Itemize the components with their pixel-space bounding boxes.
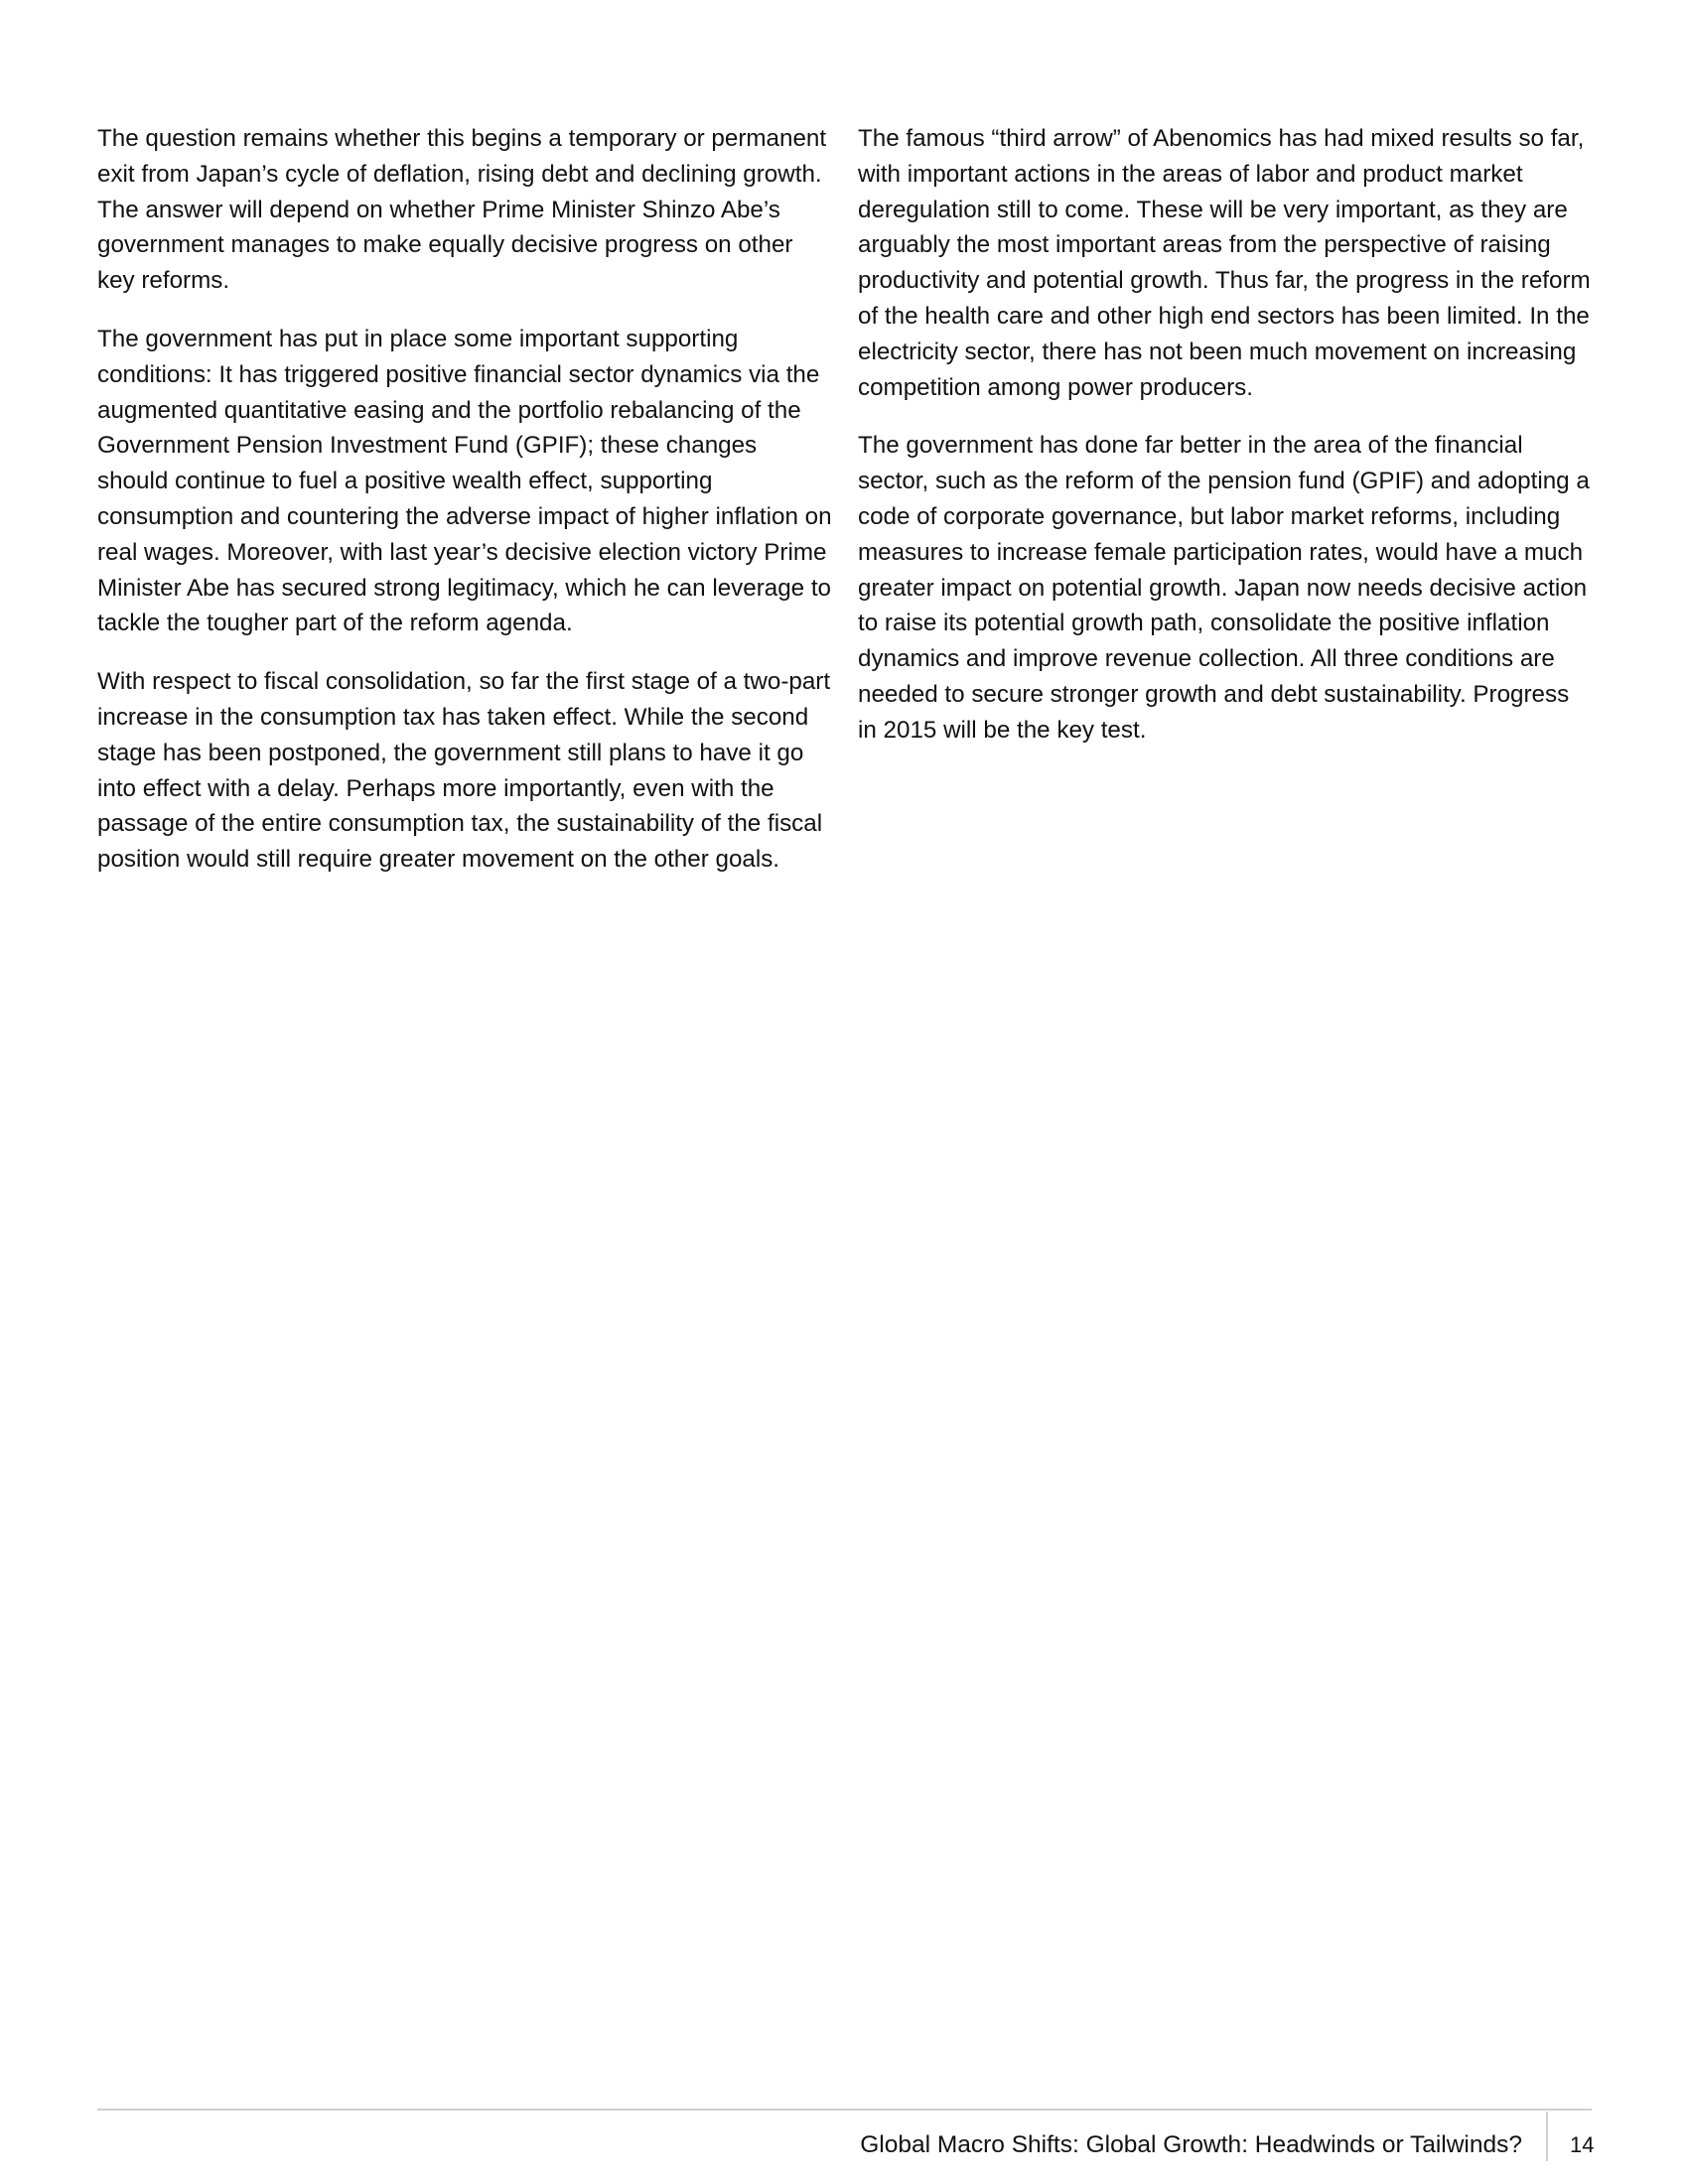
right-text-column (858, 121, 1593, 771)
paragraph-third-arrow: The famous “third arrow” of Abenomics has had mixed results so far, with important actions in the areas of labor and product market deregulation still to come. These will be very important, as they are arguably the most important areas from the perspective of raising productivity and potential growth. Thus far, the progress in the reform of the health care and other high end sectors has been limited. In the electricity sector, there has not been much movement on increasing competition among power producers. (858, 125, 1591, 401)
left-text-column (97, 121, 832, 900)
footer-separator (1546, 2112, 1548, 2161)
footer-report-title: Global Macro Shifts: Global Growth: Headwinds or Tailwinds? (860, 2131, 1522, 2158)
page-number: 14 (1570, 2132, 1595, 2157)
paragraph-fiscal-consolidation: With respect to fiscal consolidation, so far the first stage of a two-part increase in the consumption tax has taken effect. While the second stage has been postponed, the government still plans to have it go into effect with a delay. Perhaps more importantly, even with the passage of the entire consumption tax, the sustainability of the fiscal position would still require greater movement on the other goals. (97, 668, 831, 874)
paragraph-deflation-exit: The question remains whether this begins a temporary or permanent exit from Japan’s cycle of deflation, rising debt and declining growth. The answer will depend on whether Prime Minister Shinzo Abe’s government manages to make equally decisive progress on other key reforms. (97, 125, 827, 295)
footer-divider (97, 2109, 1592, 2111)
paragraph-supporting-conditions: The government has put in place some important supporting conditions: It has triggered positive financial sector dynamics via the augmented quantitative easing and the portfolio rebalancing of the Government Pension Investment Fund (GPIF); these changes should continue to fuel a positive wealth effect, supporting consumption and countering the adverse impact of higher inflation on real wages. Moreover, with last year’s decisive election victory Prime Minister Abe has secured strong legitimacy, which he can leverage to tackle the tougher part of the reform agenda. (97, 325, 832, 637)
paragraph-financial-sector: The government has done far better in the area of the financial sector, such as the reform of the pension fund (GPIF) and adopting a code of corporate governance, but labor market reforms, including measures to increase female participation rates, would have a much greater impact on potential growth. Japan now needs decisive action to raise its potential growth path, consolidate the positive inflation dynamics and improve revenue collection. All three conditions are needed to secure stronger growth and debt sustainability. Progress in 2015 will be the key test. (858, 432, 1590, 744)
